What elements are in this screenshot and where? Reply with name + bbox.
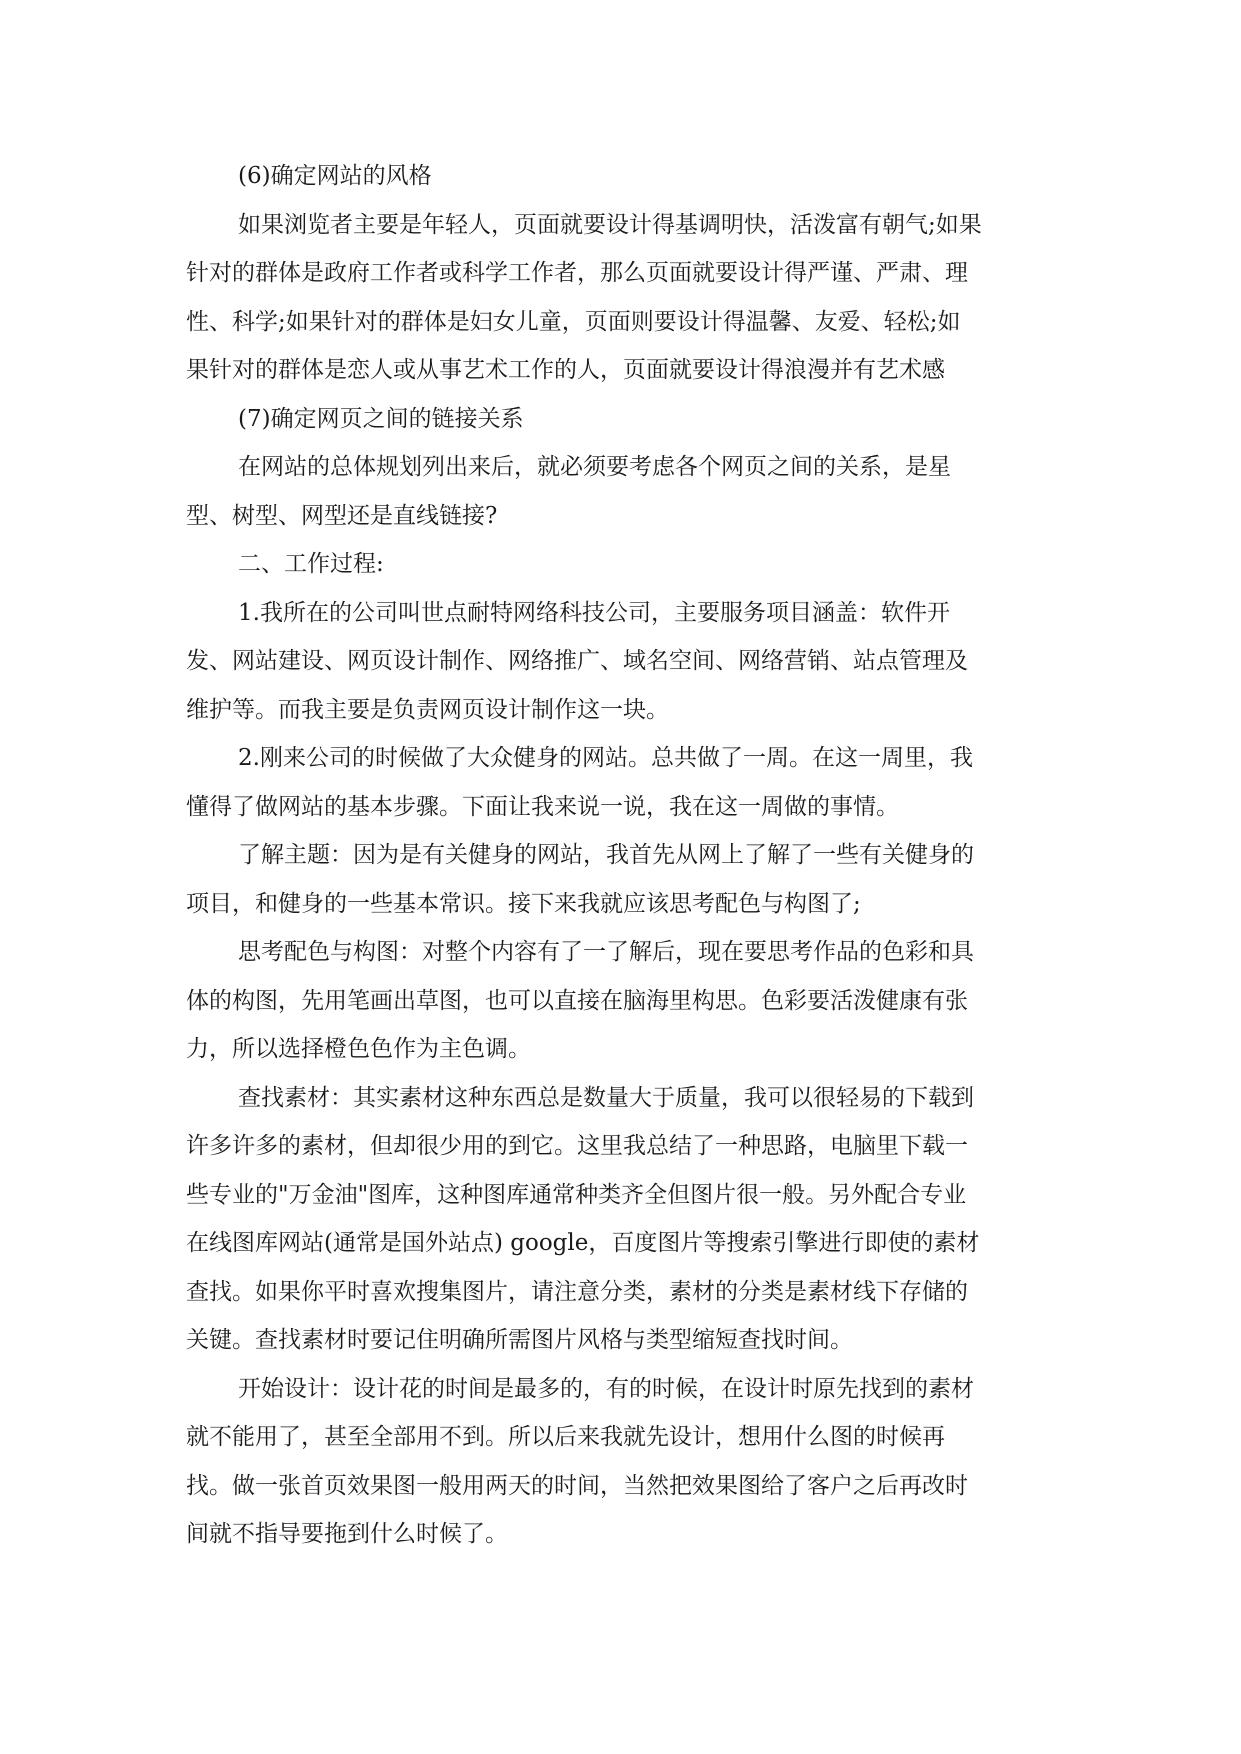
text-line: 查找素材：其实素材这种东西总是数量大于质量，我可以很轻易的下载到 bbox=[238, 1084, 974, 1111]
paragraph-heading-7 bbox=[186, 395, 1056, 444]
paragraph-understand-topic bbox=[186, 831, 1056, 928]
text-line: 在线图库网站(通常是国外站点) google，百度图片等搜索引擎进行即使的素材 bbox=[186, 1230, 980, 1256]
text-line: 许多许多的素材，但却很少用的到它。这里我总结了一种思路，电脑里下载一 bbox=[186, 1133, 968, 1159]
text-line: 项目，和健身的一些基本常识。接下来我就应该思考配色与构图了; bbox=[186, 890, 861, 917]
text-line: 性、科学;如果针对的群体是妇女儿童，页面则要设计得温馨、友爱、轻松;如 bbox=[186, 308, 961, 335]
text-line: 些专业的"万金油"图库，这种图库通常种类齐全但图片很一般。另外配合专业 bbox=[186, 1181, 967, 1208]
text-line: 在网站的总体规划列出来后，就必须要考虑各个网页之间的关系，是星 bbox=[238, 454, 951, 480]
text-line: 针对的群体是政府工作者或科学工作者，那么页面就要设计得严谨、严肃、理 bbox=[186, 260, 968, 286]
text-line: 间就不指导要拖到什么时候了。 bbox=[186, 1521, 508, 1547]
text-line: 就不能用了，甚至全部用不到。所以后来我就先设计，想用什么图的时候再 bbox=[186, 1424, 945, 1450]
text-line: 查找。如果你平时喜欢搜集图片，请注意分类，素材的分类是素材线下存储的 bbox=[186, 1278, 968, 1305]
text-line: (7)确定网页之间的链接关系 bbox=[238, 405, 524, 432]
paragraph-style bbox=[186, 201, 1056, 395]
text-line: 如果浏览者主要是年轻人，页面就要设计得基调明快，活泼富有朝气;如果 bbox=[238, 211, 982, 238]
text-line: (6)确定网站的风格 bbox=[238, 163, 432, 189]
paragraph-find-materials bbox=[186, 1074, 1056, 1365]
text-line: 发、网站建设、网页设计制作、网络推广、域名空间、网络营销、站点管理及 bbox=[186, 648, 968, 674]
text-line: 二、工作过程: bbox=[238, 551, 384, 577]
text-line: 果针对的群体是恋人或从事艺术工作的人，页面就要设计得浪漫并有艺术感 bbox=[186, 357, 945, 383]
text-line: 懂得了做网站的基本步骤。下面让我来说一说，我在这一周做的事情。 bbox=[186, 793, 899, 820]
paragraph-links bbox=[186, 443, 1056, 540]
document-body bbox=[186, 152, 1056, 1559]
text-line: 思考配色与构图：对整个内容有了一了解后，现在要思考作品的色彩和具 bbox=[238, 939, 974, 965]
text-line: 力，所以选择橙色色作为主色调。 bbox=[186, 1036, 531, 1062]
text-line: 了解主题：因为是有关健身的网站，我首先从网上了解了一些有关健身的 bbox=[238, 842, 974, 868]
text-line: 2.刚来公司的时候做了大众健身的网站。总共做了一周。在这一周里，我 bbox=[238, 745, 973, 771]
text-line: 体的构图，先用笔画出草图，也可以直接在脑海里构思。色彩要活泼健康有张 bbox=[186, 987, 968, 1014]
text-line: 找。做一张首页效果图一般用两天的时间，当然把效果图给了客户之后再改时 bbox=[186, 1472, 968, 1499]
paragraph-item-2 bbox=[186, 734, 1056, 831]
paragraph-item-1 bbox=[186, 589, 1056, 735]
paragraph-heading-6 bbox=[186, 152, 1056, 201]
text-line: 型、树型、网型还是直线链接? bbox=[186, 502, 498, 529]
text-line: 维护等。而我主要是负责网页设计制作这一块。 bbox=[186, 696, 669, 723]
paragraph-color-composition bbox=[186, 928, 1056, 1074]
section-heading-work-process bbox=[186, 540, 1056, 589]
text-line: 1.我所在的公司叫世点耐特网络科技公司，主要服务项目涵盖：软件开 bbox=[238, 599, 950, 626]
text-line: 关键。查找素材时要记住明确所需图片风格与类型缩短查找时间。 bbox=[186, 1327, 853, 1353]
text-line: 开始设计：设计花的时间是最多的，有的时候，在设计时原先找到的素材 bbox=[238, 1375, 974, 1402]
paragraph-start-design bbox=[186, 1365, 1056, 1559]
